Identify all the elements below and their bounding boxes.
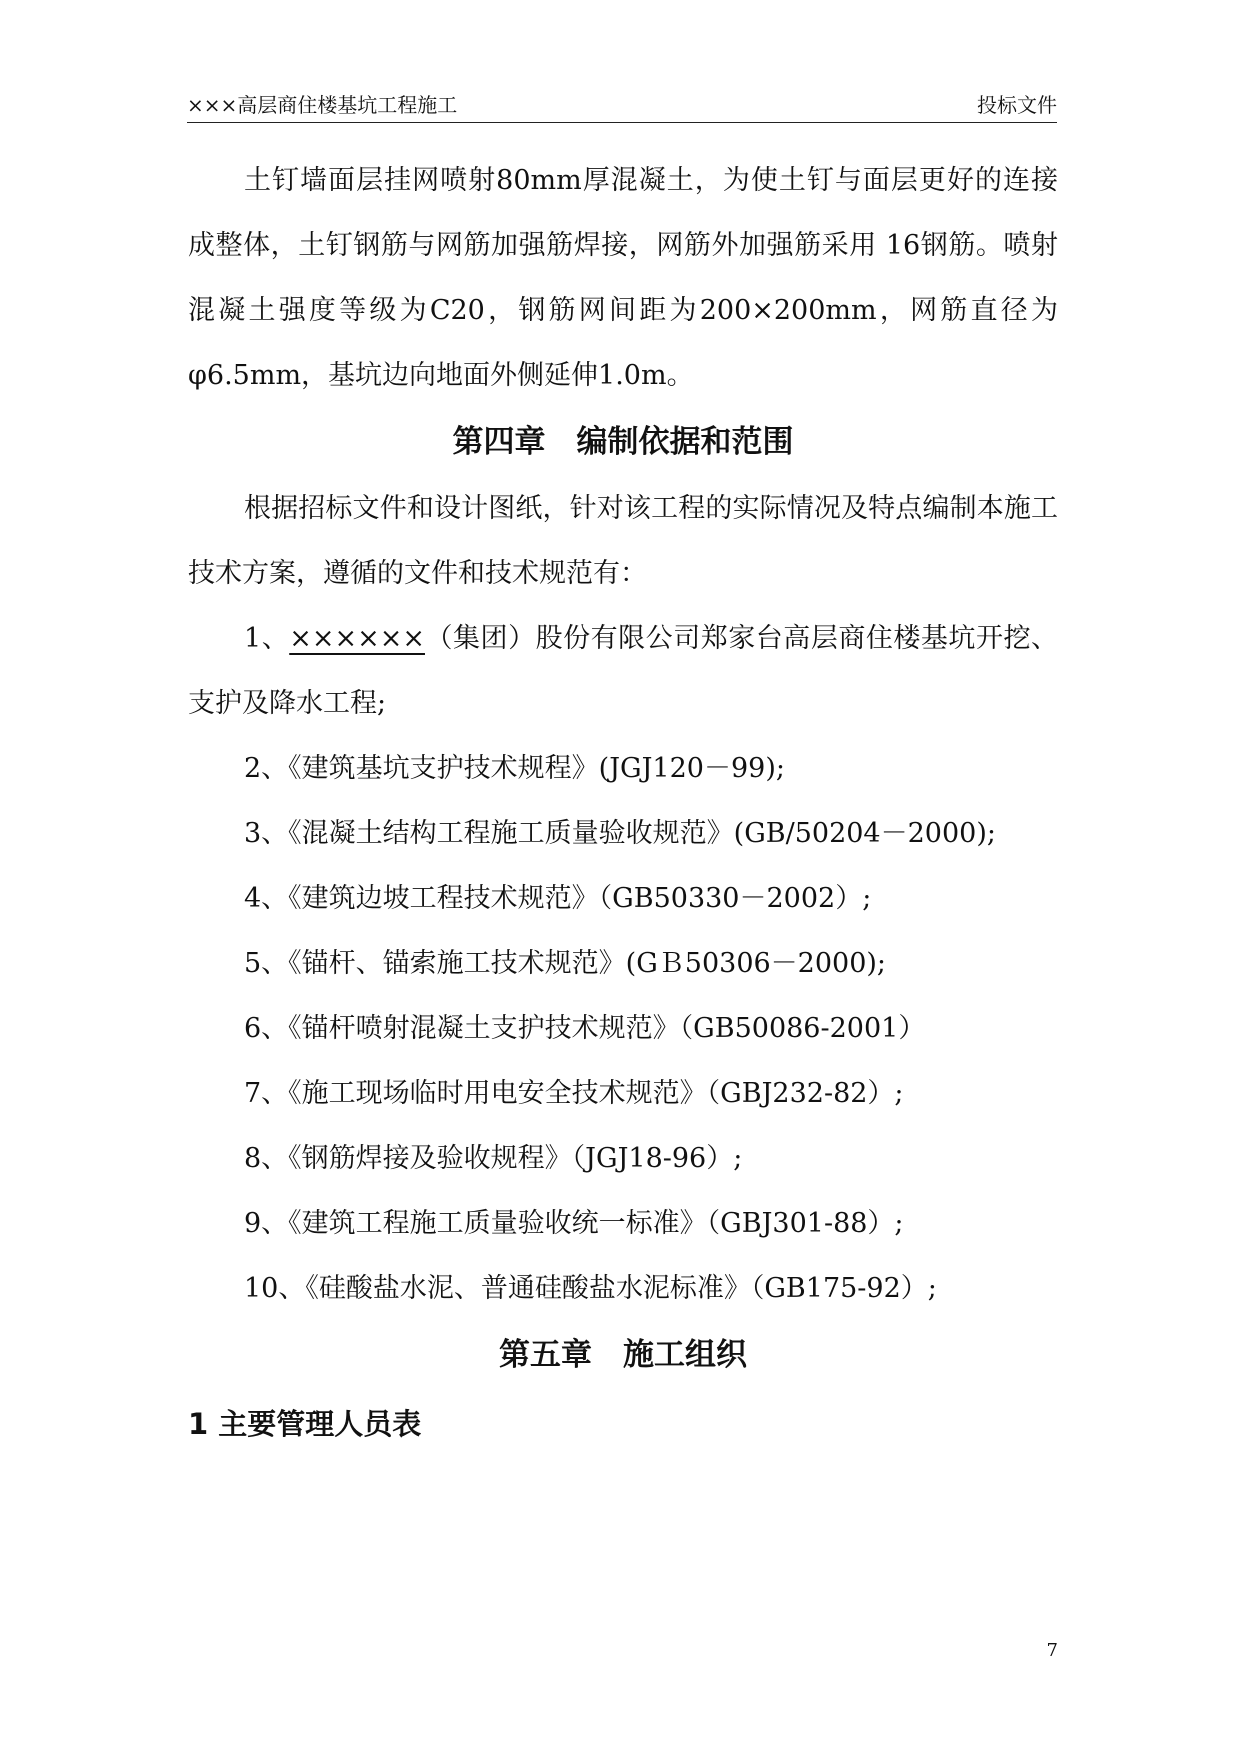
document-body bbox=[188, 148, 1058, 1459]
reference-item-1-prefix: 1、 bbox=[244, 623, 290, 654]
reference-item: 7、《施工现场临时用电安全技术规范》（GBJ232-82）; bbox=[244, 1078, 904, 1109]
reference-item-1 bbox=[188, 606, 1058, 736]
reference-item: 3、《混凝土结构工程施工质量验收规范》(GB/50204－2000); bbox=[244, 818, 996, 849]
reference-item: 4、《建筑边坡工程技术规范》（GB50330－2002）; bbox=[244, 883, 872, 914]
page-number: 7 bbox=[1046, 1640, 1058, 1661]
chapter4-intro: 根据招标文件和设计图纸，针对该工程的实际情况及特点编制本施工技术方案，遵循的文件和技术规范有： bbox=[188, 493, 1058, 589]
page-header bbox=[187, 88, 1057, 123]
reference-item: 8、《钢筋焊接及验收规程》（JGJ18-96）; bbox=[244, 1143, 743, 1174]
header-project-title: ×××高层商住楼基坑工程施工 bbox=[187, 93, 458, 117]
reference-item: 10、《硅酸盐水泥、普通硅酸盐水泥标准》（GB175-92）; bbox=[244, 1273, 937, 1304]
reference-item: 2、《建筑基坑支护技术规程》(JGJ120－99); bbox=[244, 753, 785, 784]
company-name-placeholder: ×××××× bbox=[289, 623, 425, 654]
intro-paragraph: 土钉墙面层挂网喷射80mm厚混凝土，为使土钉与面层更好的连接成整体，土钉钢筋与网筋加强筋焊接，网筋外加强筋采用 16钢筋。喷射混凝土强度等级为C20，钢筋网间距为200×200mm，网筋直径为φ6.5mm，基坑边向地面外侧延伸1.0m。 bbox=[188, 165, 1058, 391]
section-title-management-staff: 1 主要管理人员表 bbox=[188, 1407, 422, 1441]
reference-item: 5、《锚杆、锚索施工技术规范》(GＢ50306－2000); bbox=[244, 948, 887, 979]
reference-item: 6、《锚杆喷射混凝土支护技术规范》（GB50086-2001） bbox=[244, 1013, 926, 1044]
reference-item: 9、《建筑工程施工质量验收统一标准》（GBJ301-88）; bbox=[244, 1208, 904, 1239]
chapter4-title: 第四章 编制依据和范围 bbox=[452, 424, 794, 460]
reference-item-1-text: （集团）股份有限公司郑家台高层商住楼基坑开挖、支护及降水工程; bbox=[188, 623, 1059, 719]
chapter5-title: 第五章 施工组织 bbox=[499, 1337, 747, 1373]
header-document-type: 投标文件 bbox=[977, 93, 1057, 117]
